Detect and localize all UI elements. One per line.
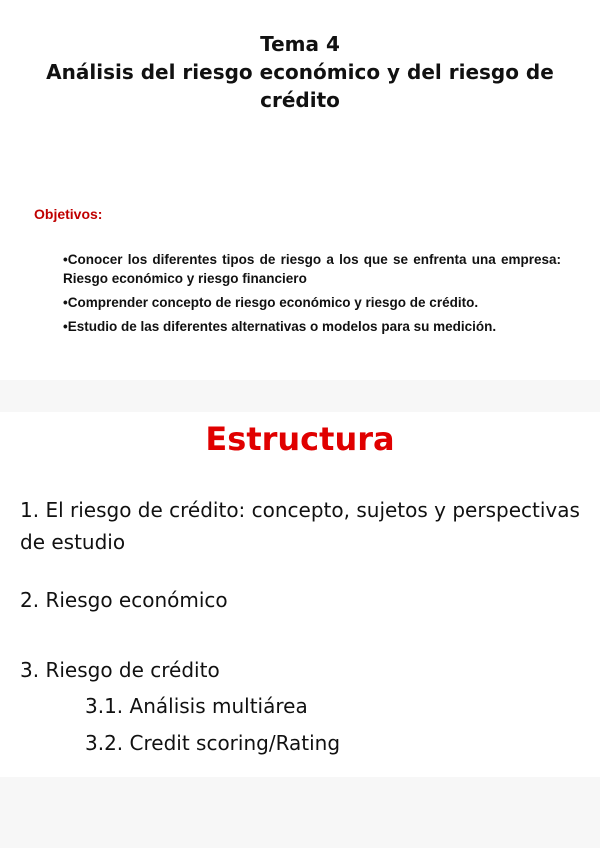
structure-subitem: 3.1. Análisis multiárea [85, 694, 308, 718]
structure-title: Estructura [205, 420, 395, 458]
objectives-list [63, 250, 561, 341]
objective-item: •Conocer los diferentes tipos de riesgo a los que se enfrenta una empresa: Riesgo económico y riesgo financiero [63, 252, 561, 286]
title-topic: Tema 4 [260, 32, 340, 56]
objectives-label: Objetivos: [34, 206, 103, 222]
title-subject: Análisis del riesgo económico y del riesgo de crédito [46, 60, 554, 112]
objective-item: •Comprender concepto de riesgo económico y riesgo de crédito. [63, 295, 479, 310]
structure-subitem: 3.2. Credit scoring/Rating [85, 731, 341, 755]
structure-item: 3. Riesgo de crédito [20, 658, 220, 682]
objective-item: •Estudio de las diferentes alternativas o modelos para su medición. [63, 319, 497, 334]
structure-item: 1. El riesgo de crédito: concepto, sujetos y perspectivas de estudio [20, 498, 580, 554]
structure-item: 2. Riesgo económico [20, 588, 228, 612]
page-title [0, 30, 600, 114]
